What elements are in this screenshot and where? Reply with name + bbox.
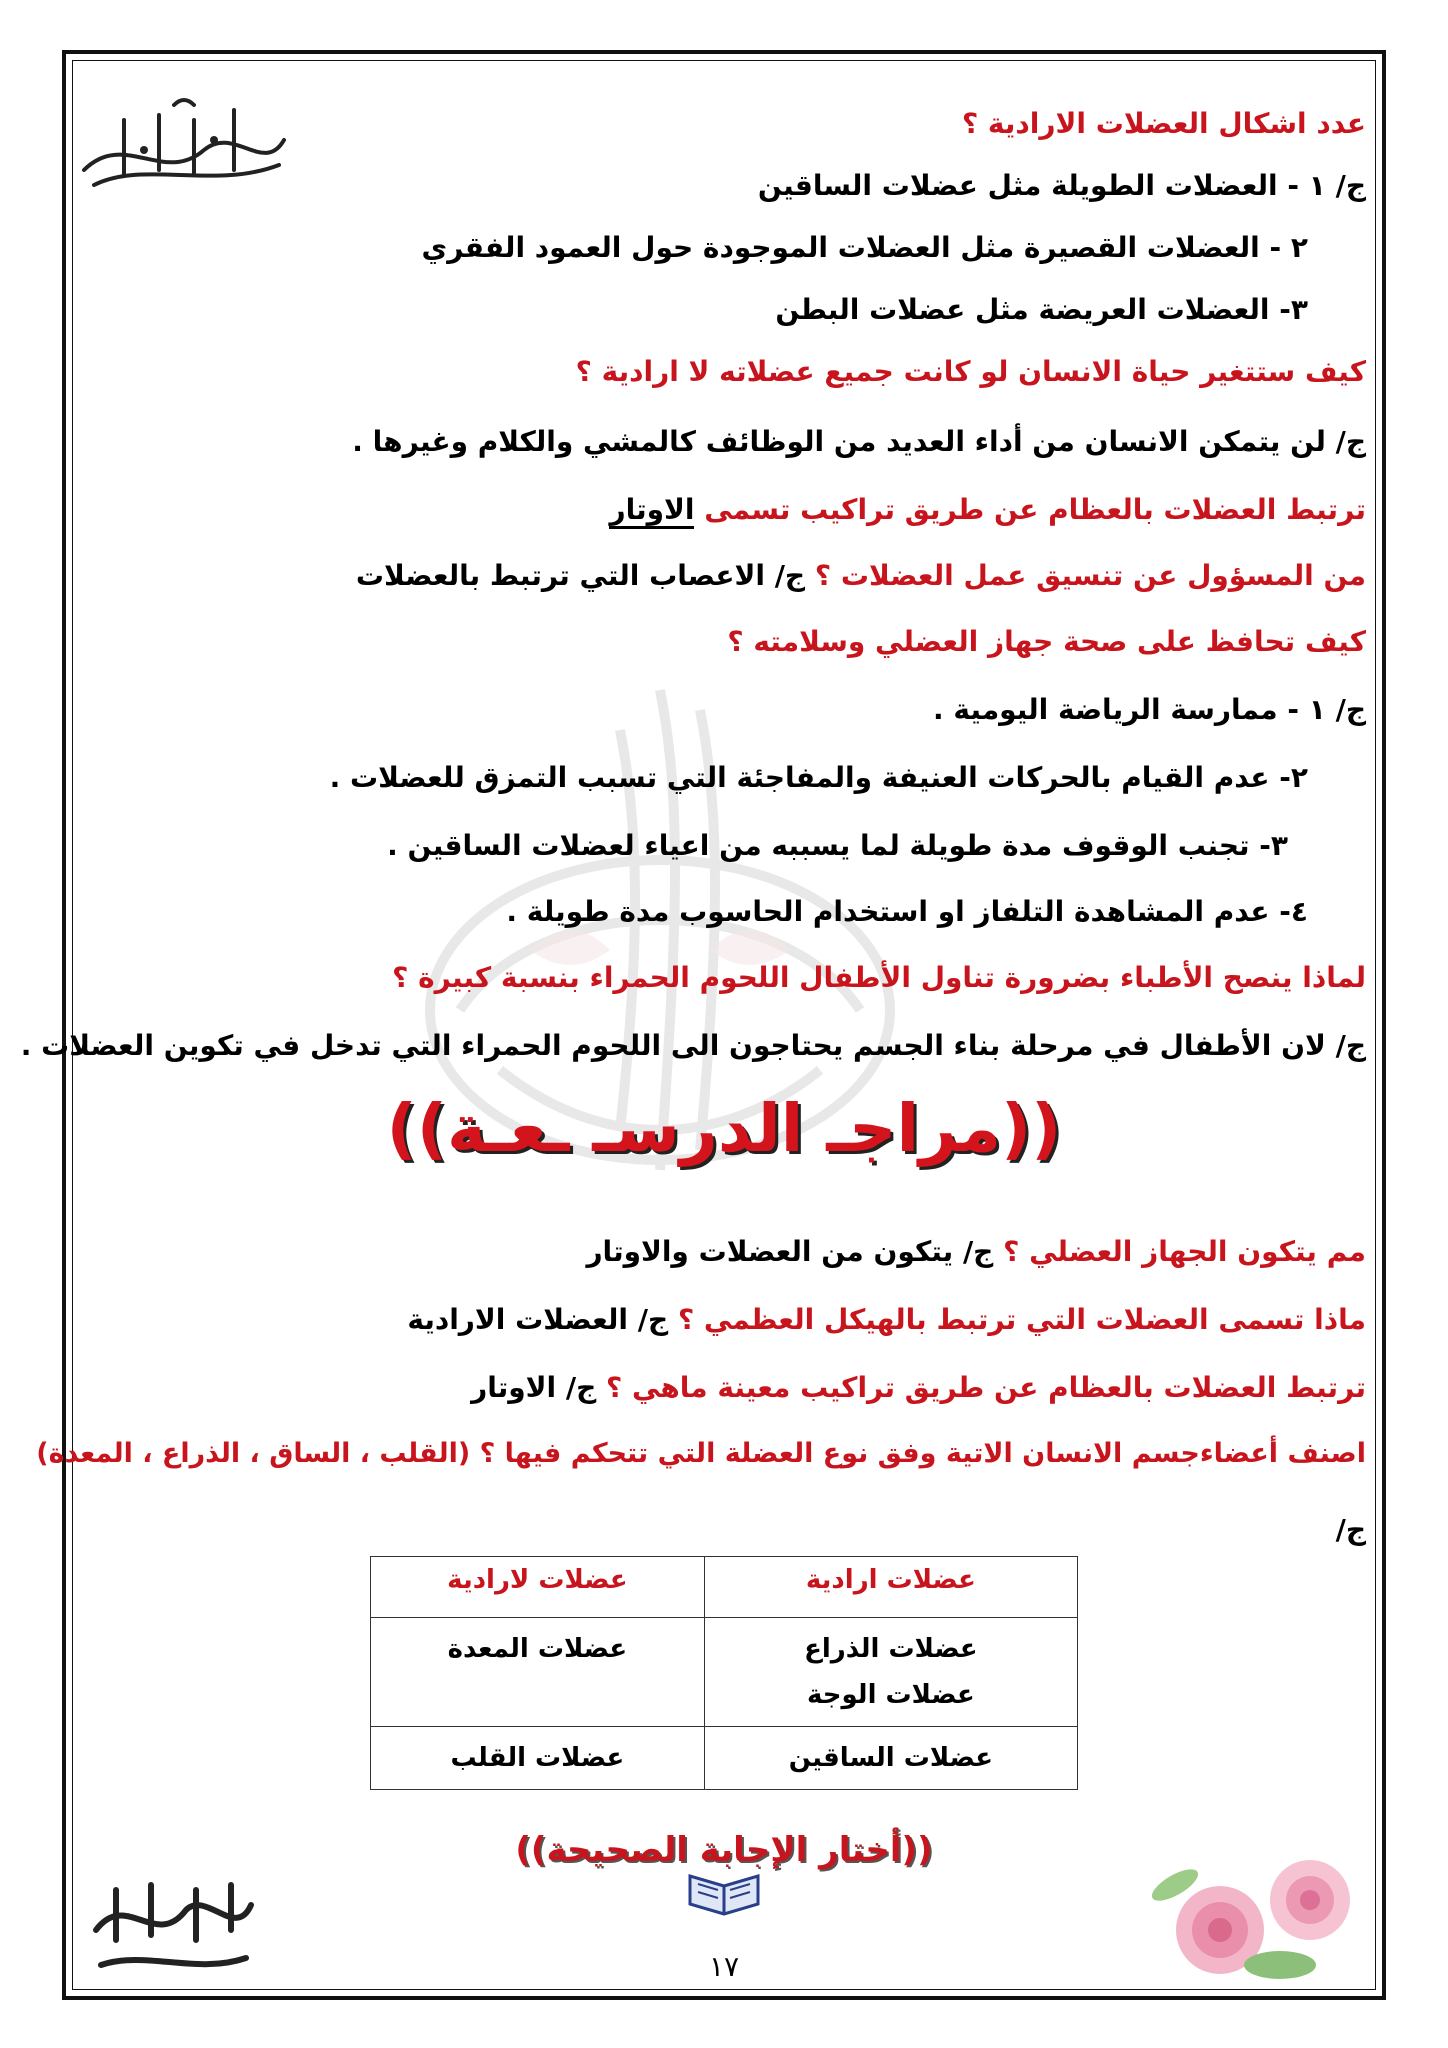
answer-red-meat: ج/ لان الأطفال في مرحلة بناء الجسم يحتاجون الى اللحوم الحمراء التي تدخل في تكوين العضلات . [20, 1029, 1366, 1062]
statement-tendons [609, 490, 1366, 530]
author-logo-bottom [76, 1870, 266, 1985]
review-a2-text: ج/ العضلات الارادية [407, 1303, 669, 1336]
review-q4: اصنف أعضاءجسم الانسان الاتية وفق نوع العضلة التي تتحكم فيها ؟ (القلب ، الساق ، الذراع ، المعدة) [36, 1438, 1366, 1469]
table-row [371, 1727, 1078, 1790]
review-a4: ج/ [1335, 1513, 1366, 1546]
answer-health-3: ٣- تجنب الوقوف مدة طويلة لما يسببه من اعياء لعضلات الساقين . [387, 829, 1288, 862]
table-header-involuntary: عضلات لارادية [371, 1557, 705, 1618]
table-cell-heart: عضلات القلب [371, 1727, 705, 1790]
review-a3-text: ج/ الاوتار [471, 1371, 597, 1404]
statement-tendons-text: ترتبط العضلات بالعظام عن طريق تراكيب تسمى [704, 493, 1366, 526]
review-q2 [407, 1300, 1366, 1340]
review-a1-text: ج/ يتكون من العضلات والاوتار [586, 1235, 994, 1268]
review-q2-text: ماذا تسمى العضلات التي ترتبط بالهيكل العظمي ؟ [677, 1303, 1366, 1336]
answer-health-2: ٢- عدم القيام بالحركات العنيفة والمفاجئة التي تسبب التمزق للعضلات . [329, 761, 1308, 794]
author-signature-logo [64, 90, 294, 200]
question-muscle-types: عدد اشكال العضلات الارادية ؟ [961, 107, 1366, 140]
review-q1 [586, 1232, 1366, 1272]
review-q1-text: مم يتكون الجهاز العضلي ؟ [1003, 1235, 1366, 1268]
book-emblem-icon [684, 1864, 764, 1920]
statement-tendons-answer: الاوتار [609, 493, 694, 529]
answer-wide-muscles: ٣- العضلات العريضة مثل عضلات البطن [775, 293, 1308, 326]
choose-correct-answer-title: ((أختار الإجابة الصحيحة)) [515, 1830, 933, 1870]
page-number: ١٧ [708, 1950, 740, 1983]
table-cell-voluntary [704, 1618, 1077, 1727]
answer-involuntary-life: ج/ لن يتمكن الانسان من أداء العديد من الوظائف كالمشي والكلام وغيرها . [352, 425, 1366, 458]
review-q3 [471, 1368, 1366, 1408]
table-row [371, 1618, 1078, 1727]
answer-long-muscles: ج/ ١ - العضلات الطويلة مثل عضلات الساقين [757, 169, 1366, 202]
table-cell-face: عضلات الوجة [807, 1680, 975, 1710]
table-cell-stomach: عضلات المعدة [447, 1634, 628, 1664]
table-cell-involuntary [371, 1618, 705, 1727]
question-red-meat: لماذا ينصح الأطباء بضرورة تناول الأطفال اللحوم الحمراء بنسبة كبيرة ؟ [392, 961, 1366, 994]
answer-health-1: ج/ ١ - ممارسة الرياضة اليومية . [933, 693, 1366, 726]
question-muscle-health: كيف تحافظ على صحة جهاز العضلي وسلامته ؟ [727, 625, 1366, 658]
muscle-classification-table [370, 1556, 1078, 1790]
question-involuntary-life: كيف ستتغير حياة الانسان لو كانت جميع عضلاته لا ارادية ؟ [575, 355, 1366, 388]
answer-health-4: ٤- عدم المشاهدة التلفاز او استخدام الحاسوب مدة طويلة . [506, 895, 1308, 928]
answer-coordination: ج/ الاعصاب التي ترتبط بالعضلات [355, 559, 806, 592]
question-coordination [356, 556, 1366, 596]
table-header-voluntary: عضلات ارادية [704, 1557, 1077, 1618]
roses-decoration-icon [1150, 1840, 1380, 1990]
review-q3-text: ترتبط العضلات بالعظام عن طريق تراكيب معينة ماهي ؟ [606, 1371, 1366, 1404]
table-cell-arm: عضلات الذراع [804, 1634, 978, 1664]
review-section-title: ((مراجـ الدرسـ ـعـة)) [386, 1090, 1062, 1167]
question-coordination-text: من المسؤول عن تنسيق عمل العضلات ؟ [814, 559, 1366, 592]
table-cell-legs: عضلات الساقين [704, 1727, 1077, 1790]
table-header-row [371, 1557, 1078, 1618]
answer-short-muscles: ٢ - العضلات القصيرة مثل العضلات الموجودة حول العمود الفقري [421, 231, 1308, 264]
